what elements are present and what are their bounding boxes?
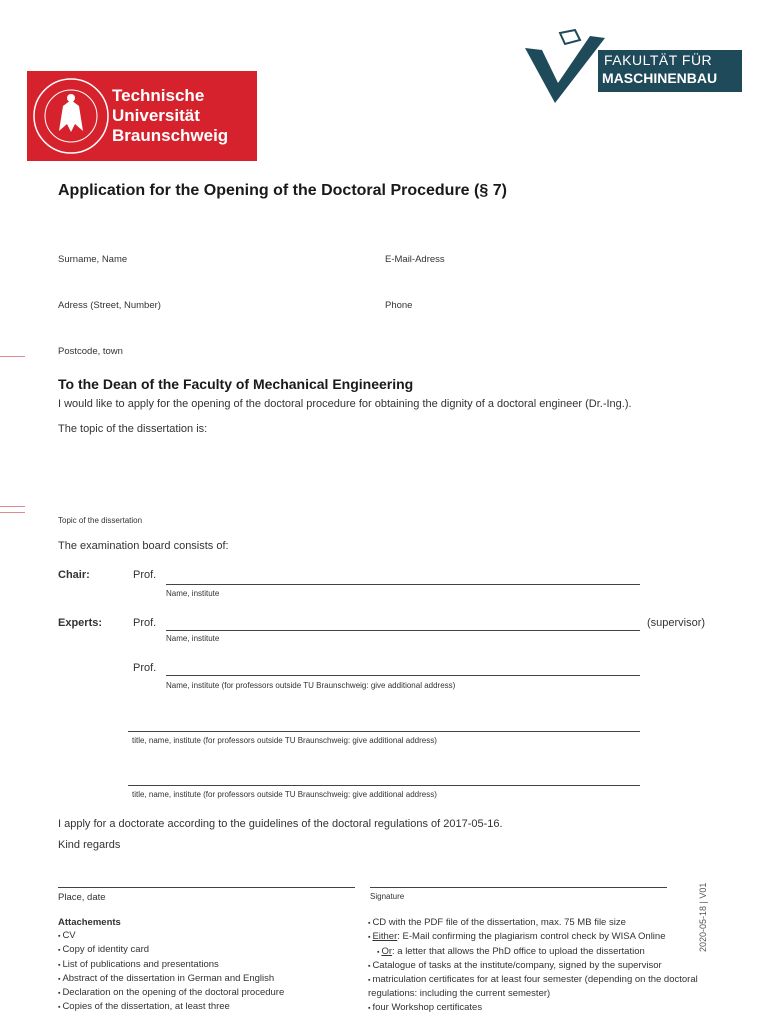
faculty-line1: FAKULTÄT FÜR: [604, 52, 713, 68]
kind-regards: Kind regards: [58, 839, 121, 851]
list-item: ▪ CD with the PDF file of the dissertation, max. 75 MB file size: [368, 916, 708, 930]
postcode-label: Postcode, town: [58, 346, 123, 357]
list-item: ▪ Abstract of the dissertation in German and English: [58, 972, 284, 986]
chair-label: Chair:: [58, 569, 90, 581]
faculty-emblem-icon: [520, 28, 610, 108]
or-text: : a letter that allows the PhD office to upload the dissertation: [392, 945, 645, 957]
topic-intro: The topic of the dissertation is:: [58, 423, 208, 435]
university-name-line1: Technische: [112, 86, 205, 105]
email-label: E-Mail-Adress: [385, 254, 445, 265]
or-word: Or: [381, 945, 392, 957]
dean-heading: To the Dean of the Faculty of Mechanical Engineering: [58, 376, 414, 392]
signature-line[interactable]: [370, 887, 667, 888]
attachments-right-list: [368, 916, 708, 1015]
list-item-continued: [368, 945, 708, 959]
expert3-hint: title, name, institute (for professors outside TU Braunschweig: give additional address): [132, 736, 437, 745]
expert1-hint: Name, institute: [166, 634, 220, 643]
expert2-hint: Name, institute (for professors outside TU Braunschweig: give additional address): [166, 681, 456, 690]
faculty-line2: MASCHINENBAU: [602, 70, 718, 86]
list-item: ▪ Copies of the dissertation, at least three: [58, 1000, 284, 1014]
list-item: ▪ four Workshop certificates: [368, 1001, 708, 1015]
surname-name-label: Surname, Name: [58, 254, 128, 265]
expert2-prof: Prof.: [133, 662, 157, 674]
apply-text: I would like to apply for the opening of the doctoral procedure for obtaining the dignity of a doctoral engineer (Dr.-Ing.).: [58, 398, 632, 410]
chair-prof: Prof.: [133, 569, 157, 581]
university-seal-icon: [31, 76, 111, 156]
fold-mark: [0, 356, 25, 357]
list-item: ▪ Copy of identity card: [58, 943, 284, 957]
university-name-line3: Braunschweig: [112, 126, 229, 145]
signature-label: Signature: [370, 892, 405, 901]
either-word: Either: [372, 931, 398, 943]
faculty-logo: [520, 28, 745, 108]
expert1-prof: Prof.: [133, 617, 157, 629]
chair-hint: Name, institute: [166, 589, 220, 598]
list-item: ▪ matriculation certificates for at least four semester (depending on the doctoral regulations: including the current semester): [368, 973, 708, 1001]
list-item: ▪ Catalogue of tasks at the institute/company, signed by the supervisor: [368, 959, 708, 973]
expert4-hint: title, name, institute (for professors outside TU Braunschweig: give additional address): [132, 790, 437, 799]
supervisor-label: (supervisor): [647, 617, 706, 629]
attachments-left-list: [58, 929, 284, 1015]
attachments-title: Attachements: [58, 917, 121, 928]
tu-braunschweig-logo: [27, 71, 257, 161]
expert2-line[interactable]: [166, 675, 640, 676]
list-item: ▪ CV: [58, 929, 284, 943]
either-text: : E-Mail confirming the plagiarism control check by WISA Online: [397, 931, 666, 943]
list-item: ▪ List of publications and presentations: [58, 958, 284, 972]
fold-mark: [0, 506, 25, 507]
university-name-line2: Universität: [112, 106, 200, 125]
expert3-line[interactable]: [128, 731, 640, 732]
place-date-label: Place, date: [58, 892, 106, 903]
phone-label: Phone: [385, 300, 413, 311]
expert4-line[interactable]: [128, 785, 640, 786]
experts-label: Experts:: [58, 617, 103, 629]
apply-guidelines: I apply for a doctorate according to the guidelines of the doctoral regulations of 2017-05-16.: [58, 818, 503, 830]
expert1-line[interactable]: [166, 630, 640, 631]
list-item: [368, 930, 708, 944]
chair-line[interactable]: [166, 584, 640, 585]
fold-mark: [0, 512, 25, 513]
list-item: ▪ Declaration on the opening of the doctoral procedure: [58, 986, 284, 1000]
board-intro: The examination board consists of:: [58, 540, 229, 552]
address-label: Adress (Street, Number): [58, 300, 161, 311]
version-label: 2020-05-18 | V01: [698, 882, 708, 952]
topic-label: Topic of the dissertation: [58, 516, 143, 525]
place-date-line[interactable]: [58, 887, 355, 888]
page-title: Application for the Opening of the Doctoral Procedure (§ 7): [58, 182, 507, 199]
